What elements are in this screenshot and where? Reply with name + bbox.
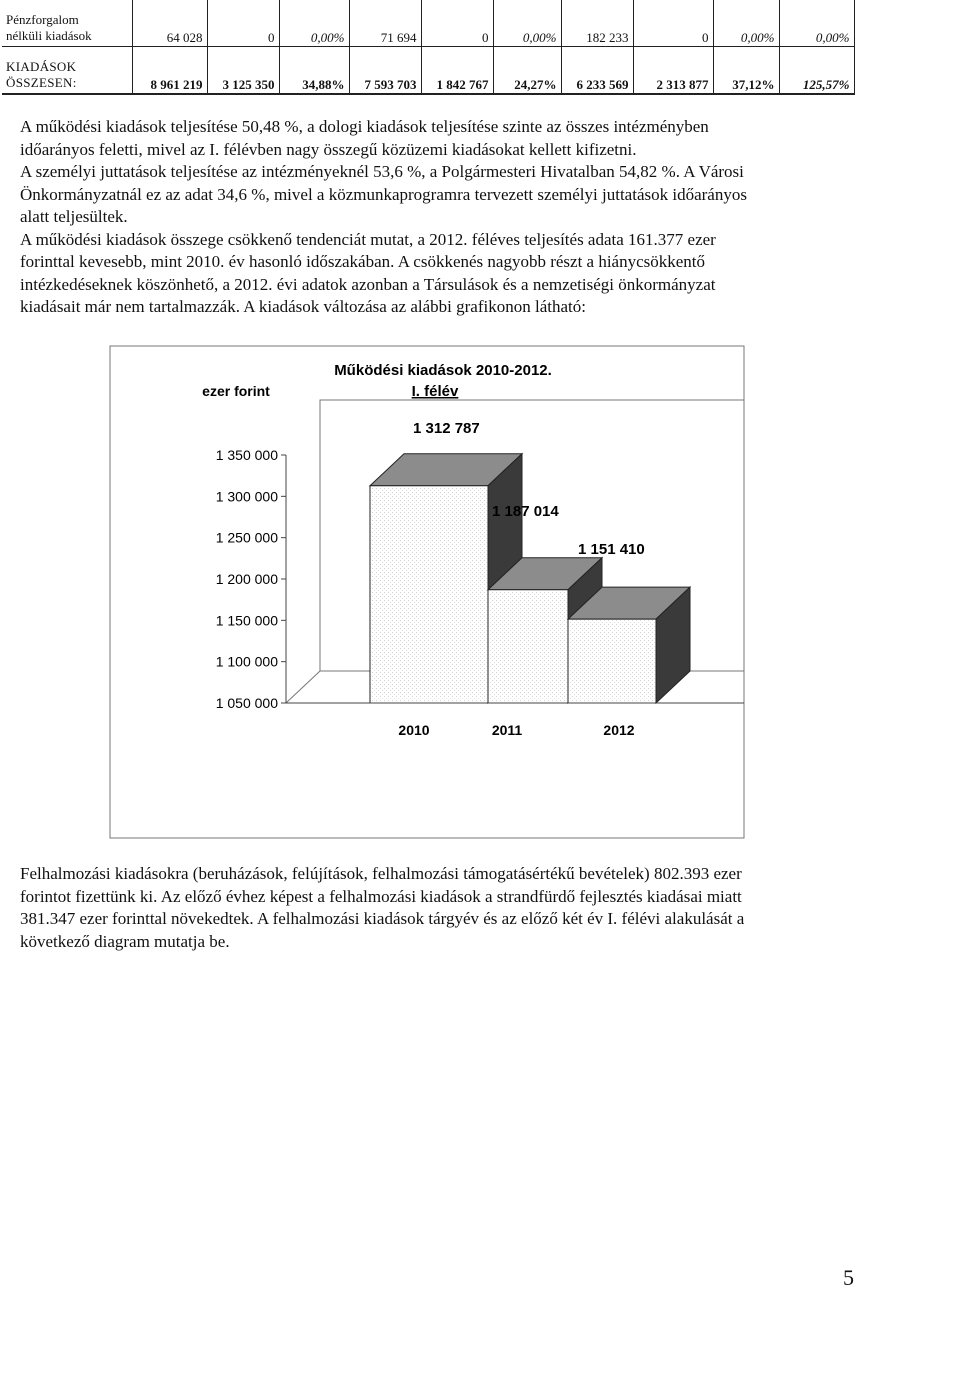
table-cell: 8 961 219: [132, 47, 207, 95]
table-cell: 6 233 569: [561, 47, 633, 95]
bar-texture: [371, 487, 487, 702]
page-number: 5: [843, 1265, 854, 1290]
table-cell: 125,57%: [779, 47, 854, 95]
table-cell: 34,88%: [279, 47, 349, 95]
text-line: alatt teljesültek.: [20, 207, 128, 226]
text-line: Felhalmozási kiadásokra (beruházások, felújítások, felhalmozási támogatásértékű bevételek) 802.393 ezer: [20, 864, 742, 883]
table-cell: 7 593 703: [349, 47, 421, 95]
capital-expenses-paragraph: [20, 863, 863, 953]
text-line: következő diagram mutatja be.: [20, 931, 230, 951]
data-label: 1 312 787: [413, 420, 480, 437]
text-line: időarányos feletti, mivel az I. félévben nagy összegű közüzemi kiadásokat kellett kifizetni.: [20, 139, 637, 159]
table-cell: 1 842 767: [421, 47, 493, 95]
text-line: forintot fizettünk ki. Az előző évhez képest a felhalmozási kiadások a strandfürdő fejlesztés kiadásai miatt: [20, 886, 742, 906]
text-line: kiadásait már nem tartalmazzák. A kiadások változása az alábbi grafikonon látható:: [20, 297, 586, 316]
chart-title: Működési kiadások 2010-2012.: [334, 362, 552, 379]
y-tick-label: 1 150 000: [215, 612, 278, 629]
x-tick-label: 2012: [603, 722, 635, 738]
text-line: forinttal kevesebb, mint 2010. év hasonló időszakában. A csökkenés nagyobb részt a hiánycsökkentő: [20, 252, 706, 271]
text-line: intézkedéseknek köszönhető, a 2012. évi adatok azonban a Társulások és a nemzetiségi önkormányzat: [20, 274, 716, 294]
table-cell: 0,00%: [779, 0, 854, 47]
table-cell: 0: [207, 0, 279, 47]
y-tick-label: 1 300 000: [215, 488, 278, 505]
text-line: A működési kiadások összege csökkenő tendenciát mutat, a 2012. féléves teljesítés adata 161.377 ezer: [20, 229, 716, 249]
y-tick-label: 1 250 000: [215, 529, 278, 546]
y-tick-label: 1 200 000: [215, 571, 278, 587]
table-cell: 0,00%: [279, 0, 349, 47]
table-cell: 2 313 877: [633, 47, 713, 95]
text-line: A működési kiadások teljesítése 50,48 %, a dologi kiadások teljesítése szinte az összes intézményben: [20, 117, 709, 136]
row-label: Pénzforgalom nélküli kiadások: [2, 0, 132, 47]
bar-texture: [489, 591, 567, 702]
x-tick-label: 2010: [398, 722, 430, 738]
table-cell: 24,27%: [493, 47, 561, 95]
table-cell: 37,12%: [713, 47, 779, 95]
table-cell: 3 125 350: [207, 47, 279, 95]
text-line: Önkormányzatnál ez az adat 34,6 %, mivel a közmunkaprogramra tervezett személyi juttatások időarányos: [20, 184, 747, 204]
table-cell: 0: [633, 0, 713, 47]
text-line: A személyi juttatások teljesítése az intézményeknél 53,6 %, a Polgármesteri Hivatalban 54,82 %. A Városi: [20, 162, 744, 181]
data-label: 1 151 410: [578, 541, 645, 558]
table-cell: 182 233: [561, 0, 633, 47]
table-cell: 64 028: [132, 0, 207, 47]
bar-texture: [569, 620, 655, 702]
data-label: 1 187 014: [492, 503, 559, 520]
y-tick-label: 1 100 000: [215, 653, 278, 670]
table-cell: 0,00%: [493, 0, 561, 47]
text-line: 381.347 ezer forinttal növekedtek. A felhalmozási kiadások tárgyév és az előző két év I. félévi alakulását a: [20, 909, 745, 928]
chart-subtitle: I. félév: [411, 383, 459, 400]
table-cell: 71 694: [349, 0, 421, 47]
row-label: KIADÁSOK ÖSSZESEN:: [2, 47, 132, 95]
y-tick-label: 1 050 000: [215, 695, 278, 711]
y-axis-label: ezer forint: [202, 383, 270, 399]
table-cell: 0,00%: [713, 0, 779, 47]
x-tick-label: 2011: [491, 722, 523, 738]
y-tick-label: 1 350 000: [215, 447, 278, 463]
table-cell: 0: [421, 0, 493, 47]
